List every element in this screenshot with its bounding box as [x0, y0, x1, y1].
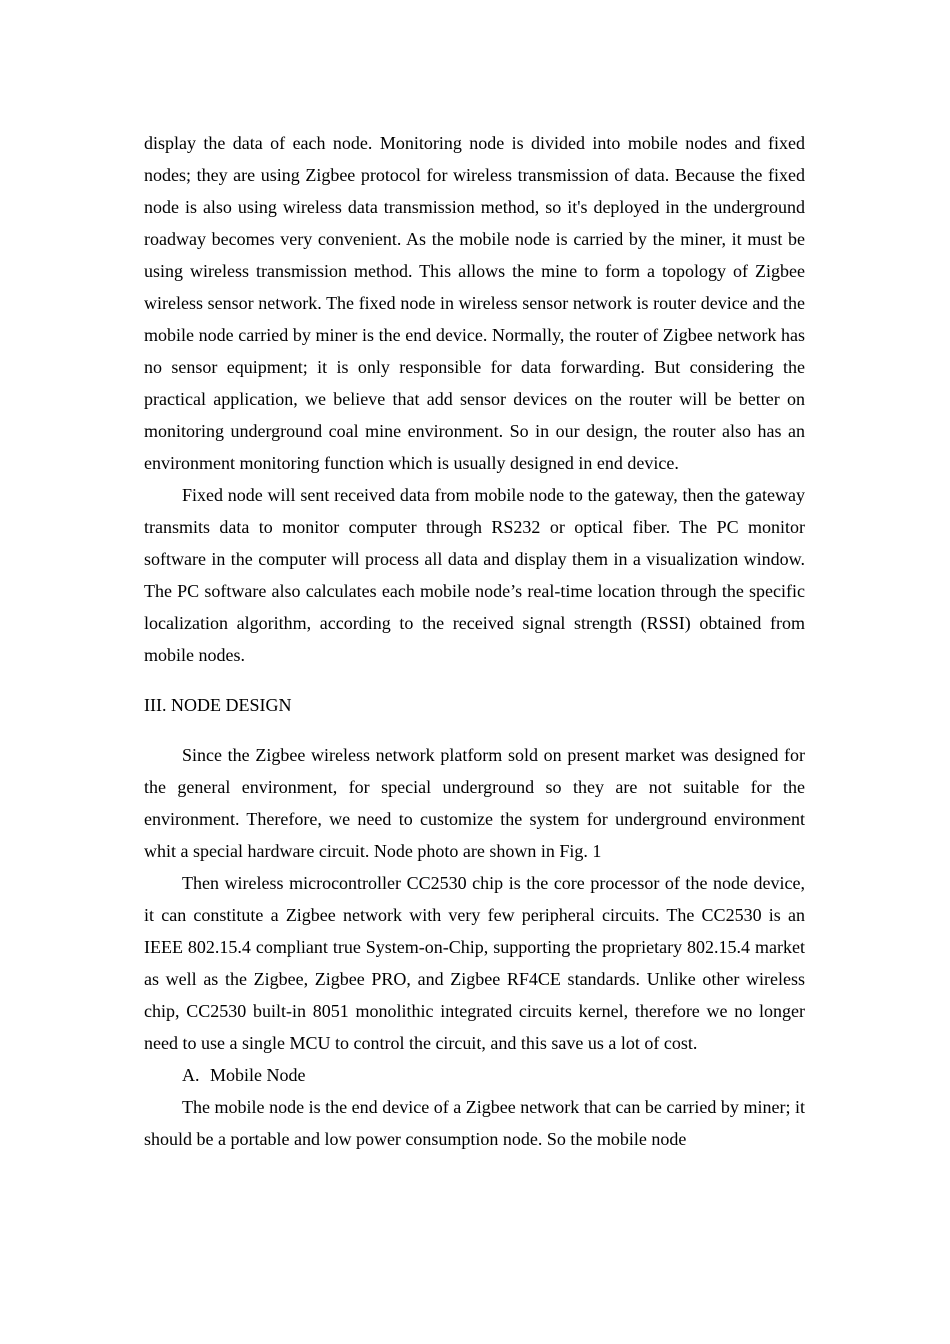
paragraph-mobile-node: The mobile node is the end device of a Zigbee network that can be carried by miner; it should be a portable and low power consumption node. So the mobile node — [144, 1097, 805, 1149]
subsection-marker: A. — [182, 1065, 200, 1085]
subsection-title: Mobile Node — [210, 1065, 306, 1085]
page-body — [144, 127, 805, 1155]
paragraph-platform-customization: Since the Zigbee wireless network platform sold on present market was designed for the general environment, for special underground so they are not suitable for the environment. Therefore, we need to customize the system for underground environment whit a special hardware circuit. Node photo are shown in Fig. 1 — [144, 745, 805, 861]
paragraph-gateway-transmission: Fixed node will sent received data from mobile node to the gateway, then the gateway transmits data to monitor computer through RS232 or optical fiber. The PC monitor software in the computer will process all data and display them in a visualization window. The PC software also calculates each mobile node’s real-time location through the specific localization algorithm, according to the received signal strength (RSSI) obtained from mobile nodes. — [144, 485, 805, 665]
paragraph-system-overview: display the data of each node. Monitoring node is divided into mobile nodes and fixed nodes; they are using Zigbee protocol for wireless transmission of data. Because the fixed node is also using wireless data transmission method, so it's deployed in the underground roadway becomes very convenient. As the mobile node is carried by the miner, it must be using wireless transmission method. This allows the mine to form a topology of Zigbee wireless sensor network. The fixed node in wireless sensor network is router device and the mobile node carried by miner is the end device. Normally, the router of Zigbee network has no sensor equipment; it is only responsible for data forwarding. But considering the practical application, we believe that add sensor devices on the router will be better on monitoring underground coal mine environment. So in our design, the router also has an environment monitoring function which is usually designed in end device. — [144, 133, 805, 473]
paragraph-cc2530-chip: Then wireless microcontroller CC2530 chip is the core processor of the node device, it can constitute a Zigbee network with very few peripheral circuits. The CC2530 is an IEEE 802.15.4 compliant true System-on-Chip, supporting the proprietary 802.15.4 market as well as the Zigbee, Zigbee PRO, and Zigbee RF4CE standards. Unlike other wireless chip, CC2530 built-in 8051 monolithic integrated circuits kernel, therefore we no longer need to use a single MCU to control the circuit, and this save us a lot of cost. — [144, 873, 805, 1053]
subsection-heading — [144, 1059, 805, 1091]
section-heading: III. NODE DESIGN — [144, 695, 292, 715]
